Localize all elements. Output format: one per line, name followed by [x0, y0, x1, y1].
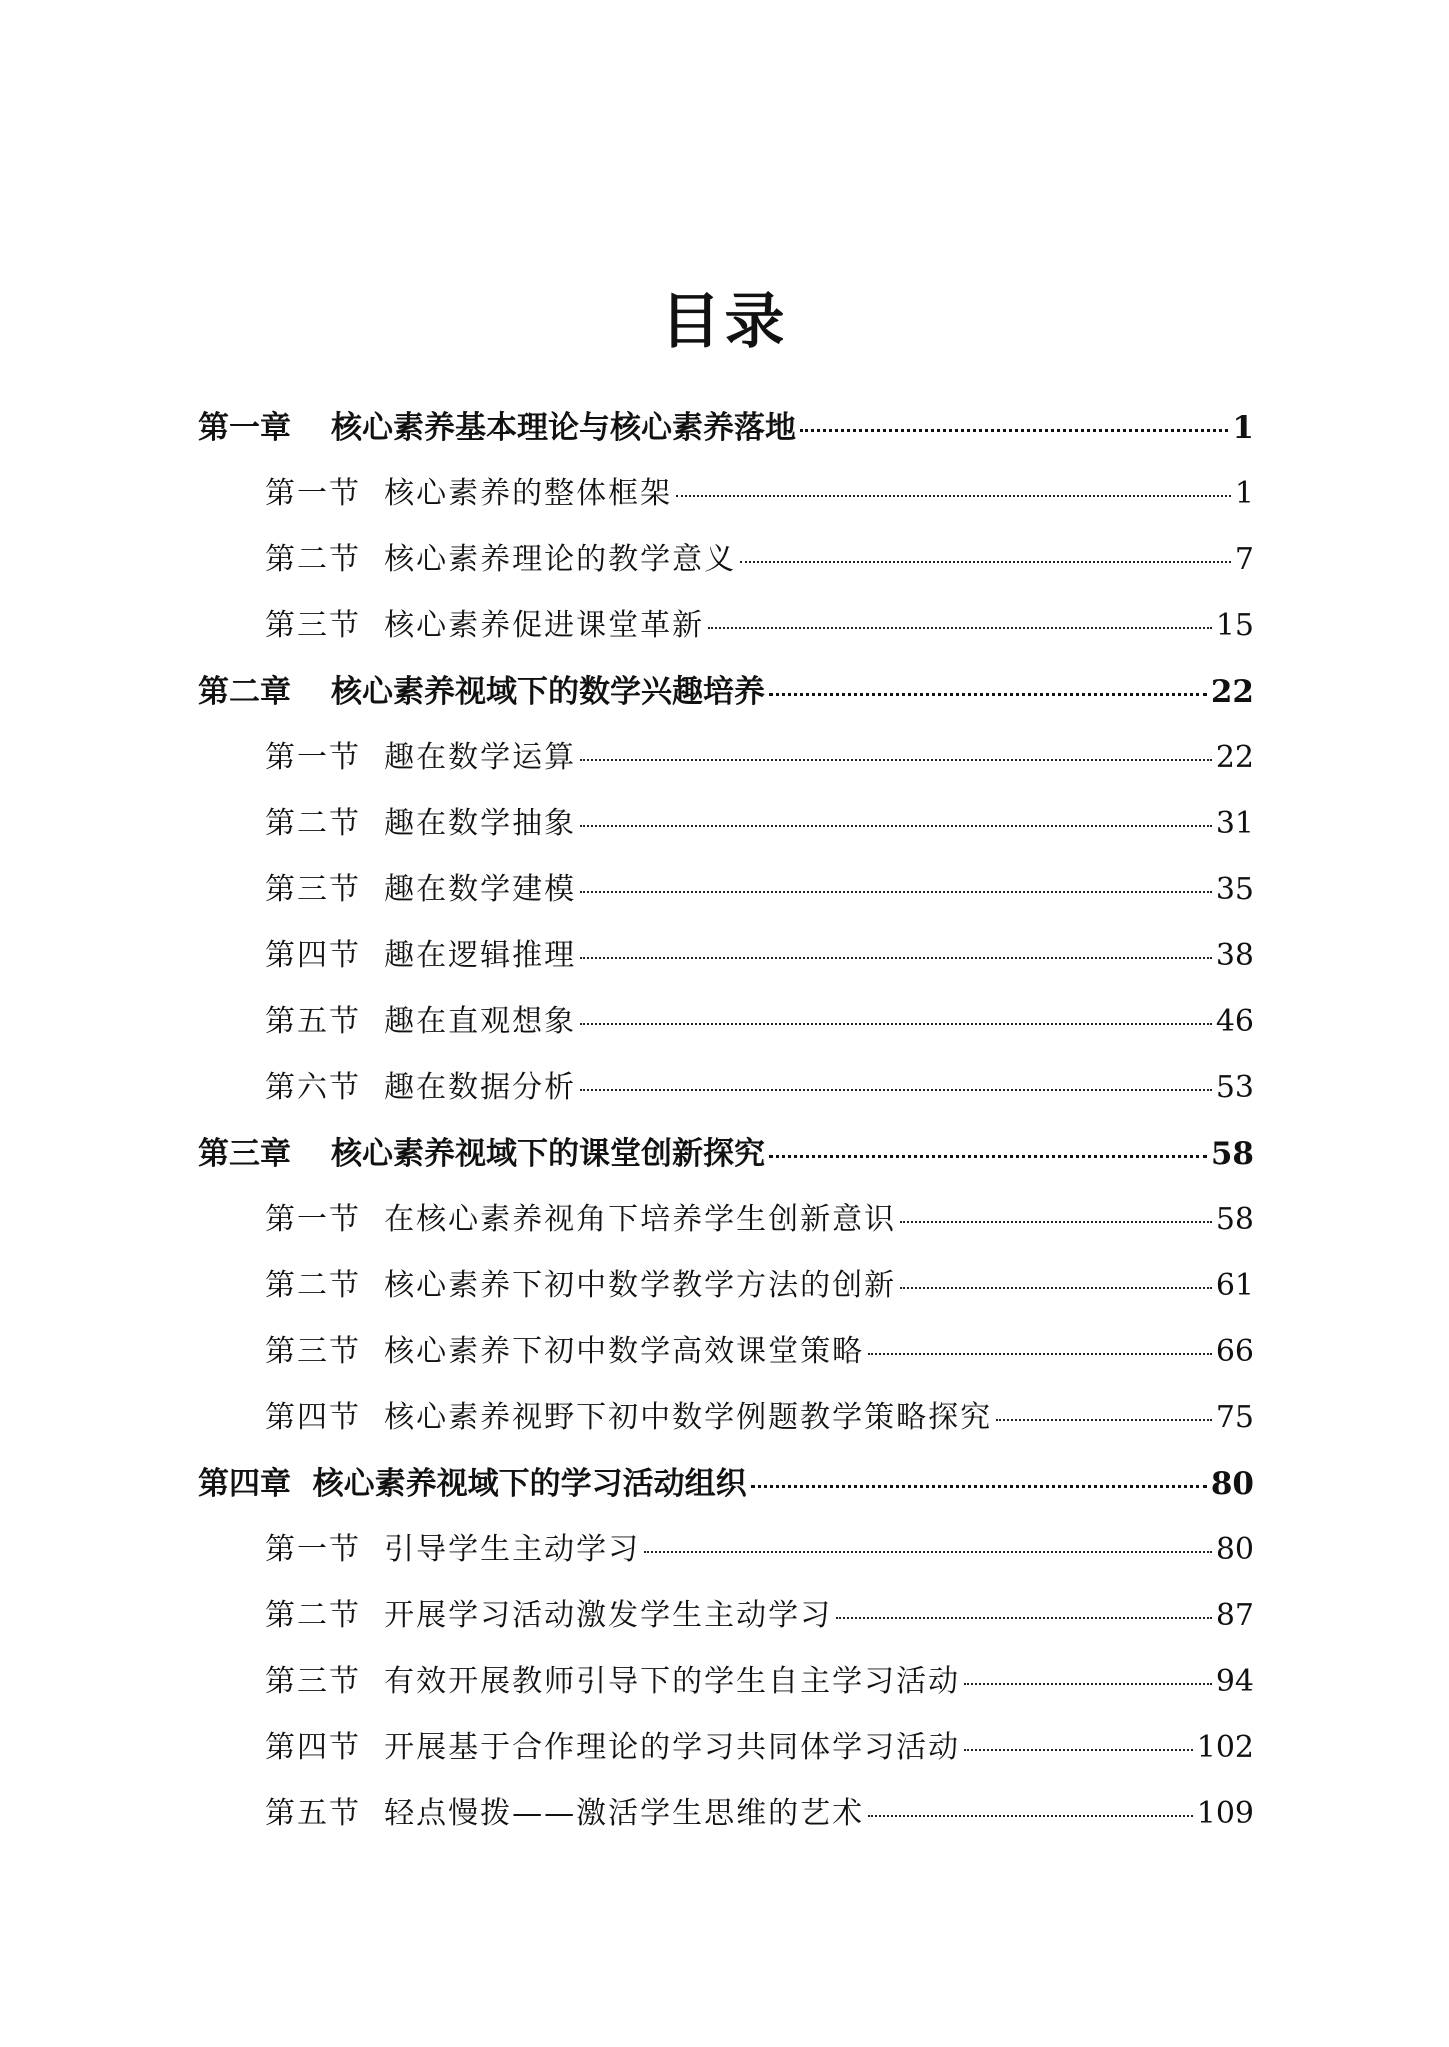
toc-entry-label	[265, 1722, 960, 1766]
toc-entry-label	[265, 534, 736, 578]
section-number: 第三节	[265, 872, 361, 907]
toc-section[interactable]	[198, 1062, 1254, 1128]
toc-chapter-4[interactable]	[198, 1458, 1254, 1524]
section-title: 趣在数据分析	[384, 1070, 577, 1105]
page-number: 80	[1210, 1466, 1254, 1502]
dot-leader	[580, 891, 1212, 893]
toc-section[interactable]	[198, 1590, 1254, 1656]
section-number: 第四节	[265, 1730, 361, 1765]
page-number: 38	[1215, 938, 1254, 973]
section-title: 核心素养的整体框架	[384, 476, 673, 511]
toc-chapter-2[interactable]	[198, 666, 1254, 732]
dot-leader	[769, 1155, 1207, 1158]
chapter-number: 第三章	[198, 1136, 291, 1172]
page-number: 46	[1215, 1004, 1254, 1039]
section-number: 第三节	[265, 1664, 361, 1699]
section-number: 第四节	[265, 938, 361, 973]
toc-section[interactable]	[198, 1656, 1254, 1722]
dot-leader	[868, 1815, 1193, 1817]
section-number: 第五节	[265, 1004, 361, 1039]
dot-leader	[900, 1287, 1212, 1289]
page-number: 109	[1196, 1796, 1254, 1831]
dot-leader	[580, 759, 1212, 761]
page-number: 58	[1210, 1136, 1254, 1172]
toc-section[interactable]	[198, 534, 1254, 600]
toc-section[interactable]	[198, 1722, 1254, 1788]
section-title: 趣在数学运算	[384, 740, 577, 775]
toc-entry-label	[265, 1590, 832, 1634]
dot-leader	[964, 1749, 1193, 1751]
toc-section[interactable]	[198, 1194, 1254, 1260]
toc-entry-label	[265, 732, 576, 776]
dot-leader	[708, 627, 1212, 629]
section-title: 趣在直观想象	[384, 1004, 577, 1039]
toc-section[interactable]	[198, 864, 1254, 930]
section-title: 核心素养下初中数学高效课堂策略	[384, 1334, 865, 1369]
section-number: 第二节	[265, 1268, 361, 1303]
page-number: 58	[1215, 1202, 1254, 1237]
dot-leader	[800, 429, 1228, 432]
toc-section[interactable]	[198, 1392, 1254, 1458]
page-number: 22	[1210, 674, 1254, 710]
toc-entry-label	[265, 1788, 864, 1832]
toc-entry-label	[198, 402, 796, 447]
dot-leader	[580, 1089, 1212, 1091]
table-of-contents	[198, 402, 1254, 1854]
toc-entry-label	[265, 1392, 992, 1436]
toc-section[interactable]	[198, 1788, 1254, 1854]
section-title: 核心素养理论的教学意义	[384, 542, 737, 577]
toc-entry-label	[198, 666, 765, 711]
section-number: 第五节	[265, 1796, 361, 1831]
page-number: 66	[1215, 1334, 1254, 1369]
toc-entry-label	[265, 798, 576, 842]
dot-leader	[996, 1419, 1212, 1421]
dot-leader	[740, 561, 1231, 563]
toc-section[interactable]	[198, 1260, 1254, 1326]
section-title: 趣在逻辑推理	[384, 938, 577, 973]
section-title: 开展学习活动激发学生主动学习	[384, 1598, 833, 1633]
page-number: 7	[1234, 542, 1254, 577]
toc-entry-label	[265, 996, 576, 1040]
section-number: 第三节	[265, 1334, 361, 1369]
toc-chapter-1[interactable]	[198, 402, 1254, 468]
section-title: 有效开展教师引导下的学生自主学习活动	[384, 1664, 961, 1699]
toc-entry-label	[198, 1458, 747, 1503]
page-number: 80	[1215, 1532, 1254, 1567]
toc-entry-label	[265, 1326, 864, 1370]
dot-leader	[580, 825, 1212, 827]
section-number: 第一节	[265, 740, 361, 775]
toc-entry-label	[265, 1260, 896, 1304]
toc-entry-label	[265, 930, 576, 974]
dot-leader	[964, 1683, 1212, 1685]
toc-section[interactable]	[198, 930, 1254, 996]
toc-section[interactable]	[198, 1524, 1254, 1590]
page-number: 22	[1215, 740, 1254, 775]
chapter-title: 核心素养基本理论与核心素养落地	[331, 410, 796, 446]
section-number: 第四节	[265, 1400, 361, 1435]
section-title: 开展基于合作理论的学习共同体学习活动	[384, 1730, 961, 1765]
chapter-number: 第四章	[198, 1466, 291, 1502]
page-number: 61	[1215, 1268, 1254, 1303]
chapter-number: 第二章	[198, 674, 291, 710]
section-number: 第三节	[265, 608, 361, 643]
section-title: 趣在数学抽象	[384, 806, 577, 841]
chapter-title: 核心素养视域下的学习活动组织	[312, 1466, 747, 1502]
toc-entry-label	[265, 1656, 960, 1700]
toc-entry-label	[265, 468, 672, 512]
toc-entry-label	[265, 1194, 896, 1238]
toc-section[interactable]	[198, 1326, 1254, 1392]
section-title: 轻点慢拨——激活学生思维的艺术	[384, 1796, 865, 1831]
section-number: 第一节	[265, 1532, 361, 1567]
toc-chapter-3[interactable]	[198, 1128, 1254, 1194]
toc-section[interactable]	[198, 468, 1254, 534]
dot-leader	[751, 1485, 1207, 1488]
page-number: 87	[1215, 1598, 1254, 1633]
section-title: 核心素养下初中数学教学方法的创新	[384, 1268, 897, 1303]
toc-entry-label	[265, 1524, 640, 1568]
dot-leader	[580, 957, 1212, 959]
page-number: 102	[1196, 1730, 1254, 1765]
dot-leader	[580, 1023, 1212, 1025]
page-number: 1	[1232, 410, 1254, 446]
dot-leader	[868, 1353, 1212, 1355]
section-title: 趣在数学建模	[384, 872, 577, 907]
toc-section[interactable]	[198, 996, 1254, 1062]
page-number: 94	[1215, 1664, 1254, 1699]
dot-leader	[676, 495, 1231, 497]
chapter-number: 第一章	[198, 410, 291, 446]
section-number: 第二节	[265, 1598, 361, 1633]
dot-leader	[836, 1617, 1212, 1619]
page-number: 31	[1215, 806, 1254, 841]
page-number: 15	[1215, 608, 1254, 643]
chapter-title: 核心素养视域下的数学兴趣培养	[331, 674, 765, 710]
chapter-title: 核心素养视域下的课堂创新探究	[331, 1136, 765, 1172]
toc-entry-label	[265, 864, 576, 908]
toc-section[interactable]	[198, 600, 1254, 666]
section-title: 在核心素养视角下培养学生创新意识	[384, 1202, 897, 1237]
section-title: 引导学生主动学习	[384, 1532, 641, 1567]
page-number: 35	[1215, 872, 1254, 907]
toc-section[interactable]	[198, 732, 1254, 798]
section-title: 核心素养促进课堂革新	[384, 608, 705, 643]
section-number: 第二节	[265, 806, 361, 841]
page-number: 53	[1215, 1070, 1254, 1105]
toc-entry-label	[265, 600, 704, 644]
page-title: 目录	[660, 287, 789, 357]
toc-entry-label	[198, 1128, 765, 1173]
section-number: 第六节	[265, 1070, 361, 1105]
section-number: 第一节	[265, 1202, 361, 1237]
section-title: 核心素养视野下初中数学例题教学策略探究	[384, 1400, 993, 1435]
section-number: 第一节	[265, 476, 361, 511]
page-number: 75	[1215, 1400, 1254, 1435]
dot-leader	[769, 693, 1207, 696]
dot-leader	[644, 1551, 1212, 1553]
toc-entry-label	[265, 1062, 576, 1106]
page-number: 1	[1234, 476, 1254, 511]
section-number: 第二节	[265, 542, 361, 577]
dot-leader	[900, 1221, 1212, 1223]
toc-section[interactable]	[198, 798, 1254, 864]
